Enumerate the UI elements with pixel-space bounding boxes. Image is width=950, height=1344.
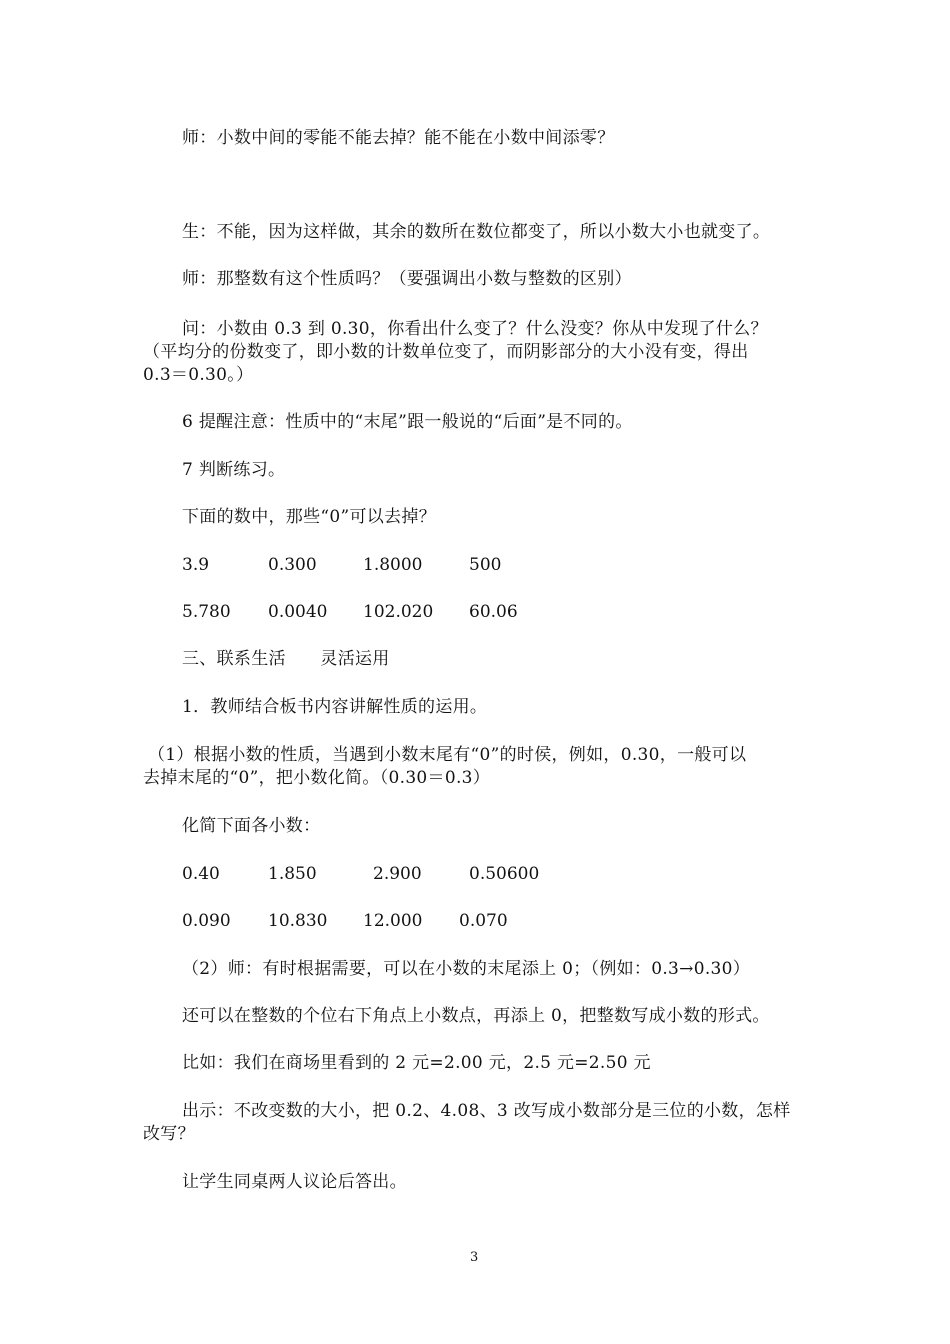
section-heading: 三、联系生活 灵活运用 [182, 649, 390, 669]
number-cell: 0.50600 [469, 864, 540, 884]
paragraph: 比如：我们在商场里看到的 2 元=2.00 元，2.5 元=2.50 元 [182, 1053, 651, 1073]
number-cell: 12.000 [363, 911, 423, 931]
paragraph: 还可以在整数的个位右下角点上小数点，再添上 0，把整数写成小数的形式。 [182, 1006, 770, 1026]
number-cell: 60.06 [469, 602, 518, 622]
paragraph: 问：小数由 0.3 到 0.30，你看出什么变了？什么没变？你从中发现了什么？ [182, 319, 768, 339]
judge-row-1 [0, 554, 950, 576]
number-cell: 0.300 [268, 555, 317, 575]
number-cell: 1.850 [268, 864, 317, 884]
paragraph: 化简下面各小数： [182, 816, 321, 836]
paragraph: 下面的数中，那些“0”可以去掉？ [182, 507, 436, 527]
paragraph-continuation: 去掉末尾的“0”，把小数化简。（0.30＝0.3） [143, 768, 491, 788]
paragraph: 出示：不改变数的大小，把 0.2、4.08、3 改写成小数部分是三位的小数，怎样 [182, 1101, 791, 1121]
paragraph: （1）根据小数的性质，当遇到小数末尾有“0”的时侯，例如，0.30，一般可以 [148, 745, 747, 765]
number-cell: 500 [469, 555, 502, 575]
number-cell: 0.090 [182, 911, 231, 931]
number-cell: 2.900 [373, 864, 422, 884]
number-cell: 0.0040 [268, 602, 328, 622]
paragraph-continuation: 0.3＝0.30。） [143, 365, 254, 385]
number-cell: 0.40 [182, 864, 220, 884]
paragraph: 师：小数中间的零能不能去掉？能不能在小数中间添零？ [182, 128, 615, 148]
simplify-row-2 [0, 910, 950, 932]
paragraph: 让学生同桌两人议论后答出。 [182, 1172, 407, 1192]
paragraph: 师：那整数有这个性质吗？（要强调出小数与整数的区别） [182, 269, 632, 289]
number-cell: 1.8000 [363, 555, 423, 575]
paragraph: 6 提醒注意：性质中的“末尾”跟一般说的“后面”是不同的。 [182, 412, 633, 432]
paragraph-continuation: （平均分的份数变了，即小数的计数单位变了，而阴影部分的大小没有变，得出 [143, 342, 749, 362]
number-cell: 102.020 [363, 602, 434, 622]
paragraph: 生：不能，因为这样做，其余的数所在数位都变了，所以小数大小也就变了。 [182, 222, 771, 242]
simplify-row-1 [0, 863, 950, 885]
paragraph: （2）师：有时根据需要，可以在小数的末尾添上 0；（例如：0.3→0.30） [182, 959, 751, 979]
paragraph: 1．教师结合板书内容讲解性质的运用。 [182, 697, 488, 717]
number-cell: 3.9 [182, 555, 210, 575]
judge-row-2 [0, 601, 950, 623]
page-number: 3 [470, 1250, 479, 1265]
number-cell: 5.780 [182, 602, 231, 622]
number-cell: 0.070 [459, 911, 508, 931]
paragraph-continuation: 改写？ [143, 1124, 195, 1144]
paragraph: 7 判断练习。 [182, 460, 286, 480]
number-cell: 10.830 [268, 911, 328, 931]
